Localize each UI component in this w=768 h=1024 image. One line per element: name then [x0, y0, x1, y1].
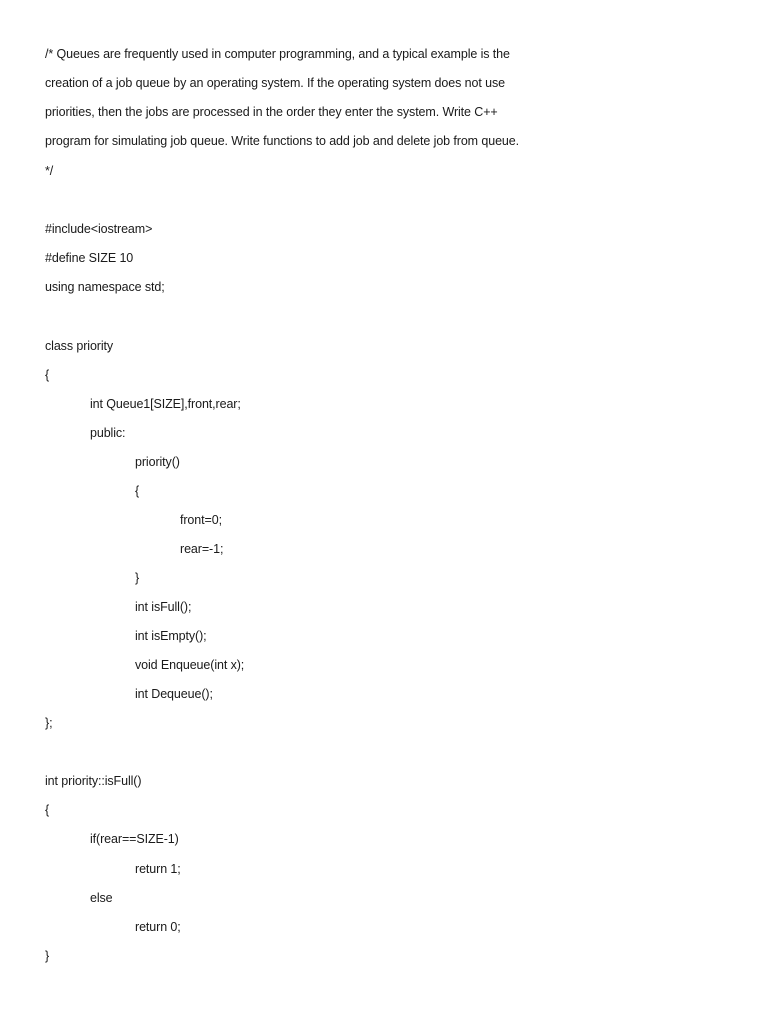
define-directive: #define SIZE 10	[45, 251, 134, 265]
comment-line-1: /* Queues are frequently used in computer programming, and a typical example is the	[45, 47, 510, 61]
front-init: front=0;	[180, 513, 222, 527]
constructor-signature: priority()	[135, 455, 180, 469]
comment-line-4: program for simulating job queue. Write functions to add job and delete job from queue.	[45, 134, 519, 148]
member-variables: int Queue1[SIZE],front,rear;	[90, 397, 241, 411]
isfull-declaration: int isFull();	[135, 600, 192, 614]
include-directive: #include<iostream>	[45, 222, 153, 236]
isfull-close-brace: }	[45, 949, 50, 963]
dequeue-declaration: int Dequeue();	[135, 687, 213, 701]
isfull-definition: int priority::isFull()	[45, 774, 142, 788]
comment-end: */	[45, 164, 54, 178]
return-zero: return 0;	[135, 920, 181, 934]
if-condition: if(rear==SIZE-1)	[90, 832, 179, 846]
isempty-declaration: int isEmpty();	[135, 629, 207, 643]
isfull-open-brace: {	[45, 803, 50, 817]
class-open-brace: {	[45, 368, 50, 382]
comment-line-3: priorities, then the jobs are processed in the order they enter the system. Write C++	[45, 105, 498, 119]
class-close-brace: };	[45, 716, 53, 730]
constructor-close-brace: }	[135, 571, 140, 585]
using-namespace: using namespace std;	[45, 280, 165, 294]
return-one: return 1;	[135, 862, 181, 876]
comment-line-2: creation of a job queue by an operating system. If the operating system does not use	[45, 76, 505, 90]
constructor-open-brace: {	[135, 484, 140, 498]
enqueue-declaration: void Enqueue(int x);	[135, 658, 245, 672]
public-specifier: public:	[90, 426, 126, 440]
else-keyword: else	[90, 891, 113, 905]
rear-init: rear=-1;	[180, 542, 224, 556]
class-declaration: class priority	[45, 339, 114, 353]
